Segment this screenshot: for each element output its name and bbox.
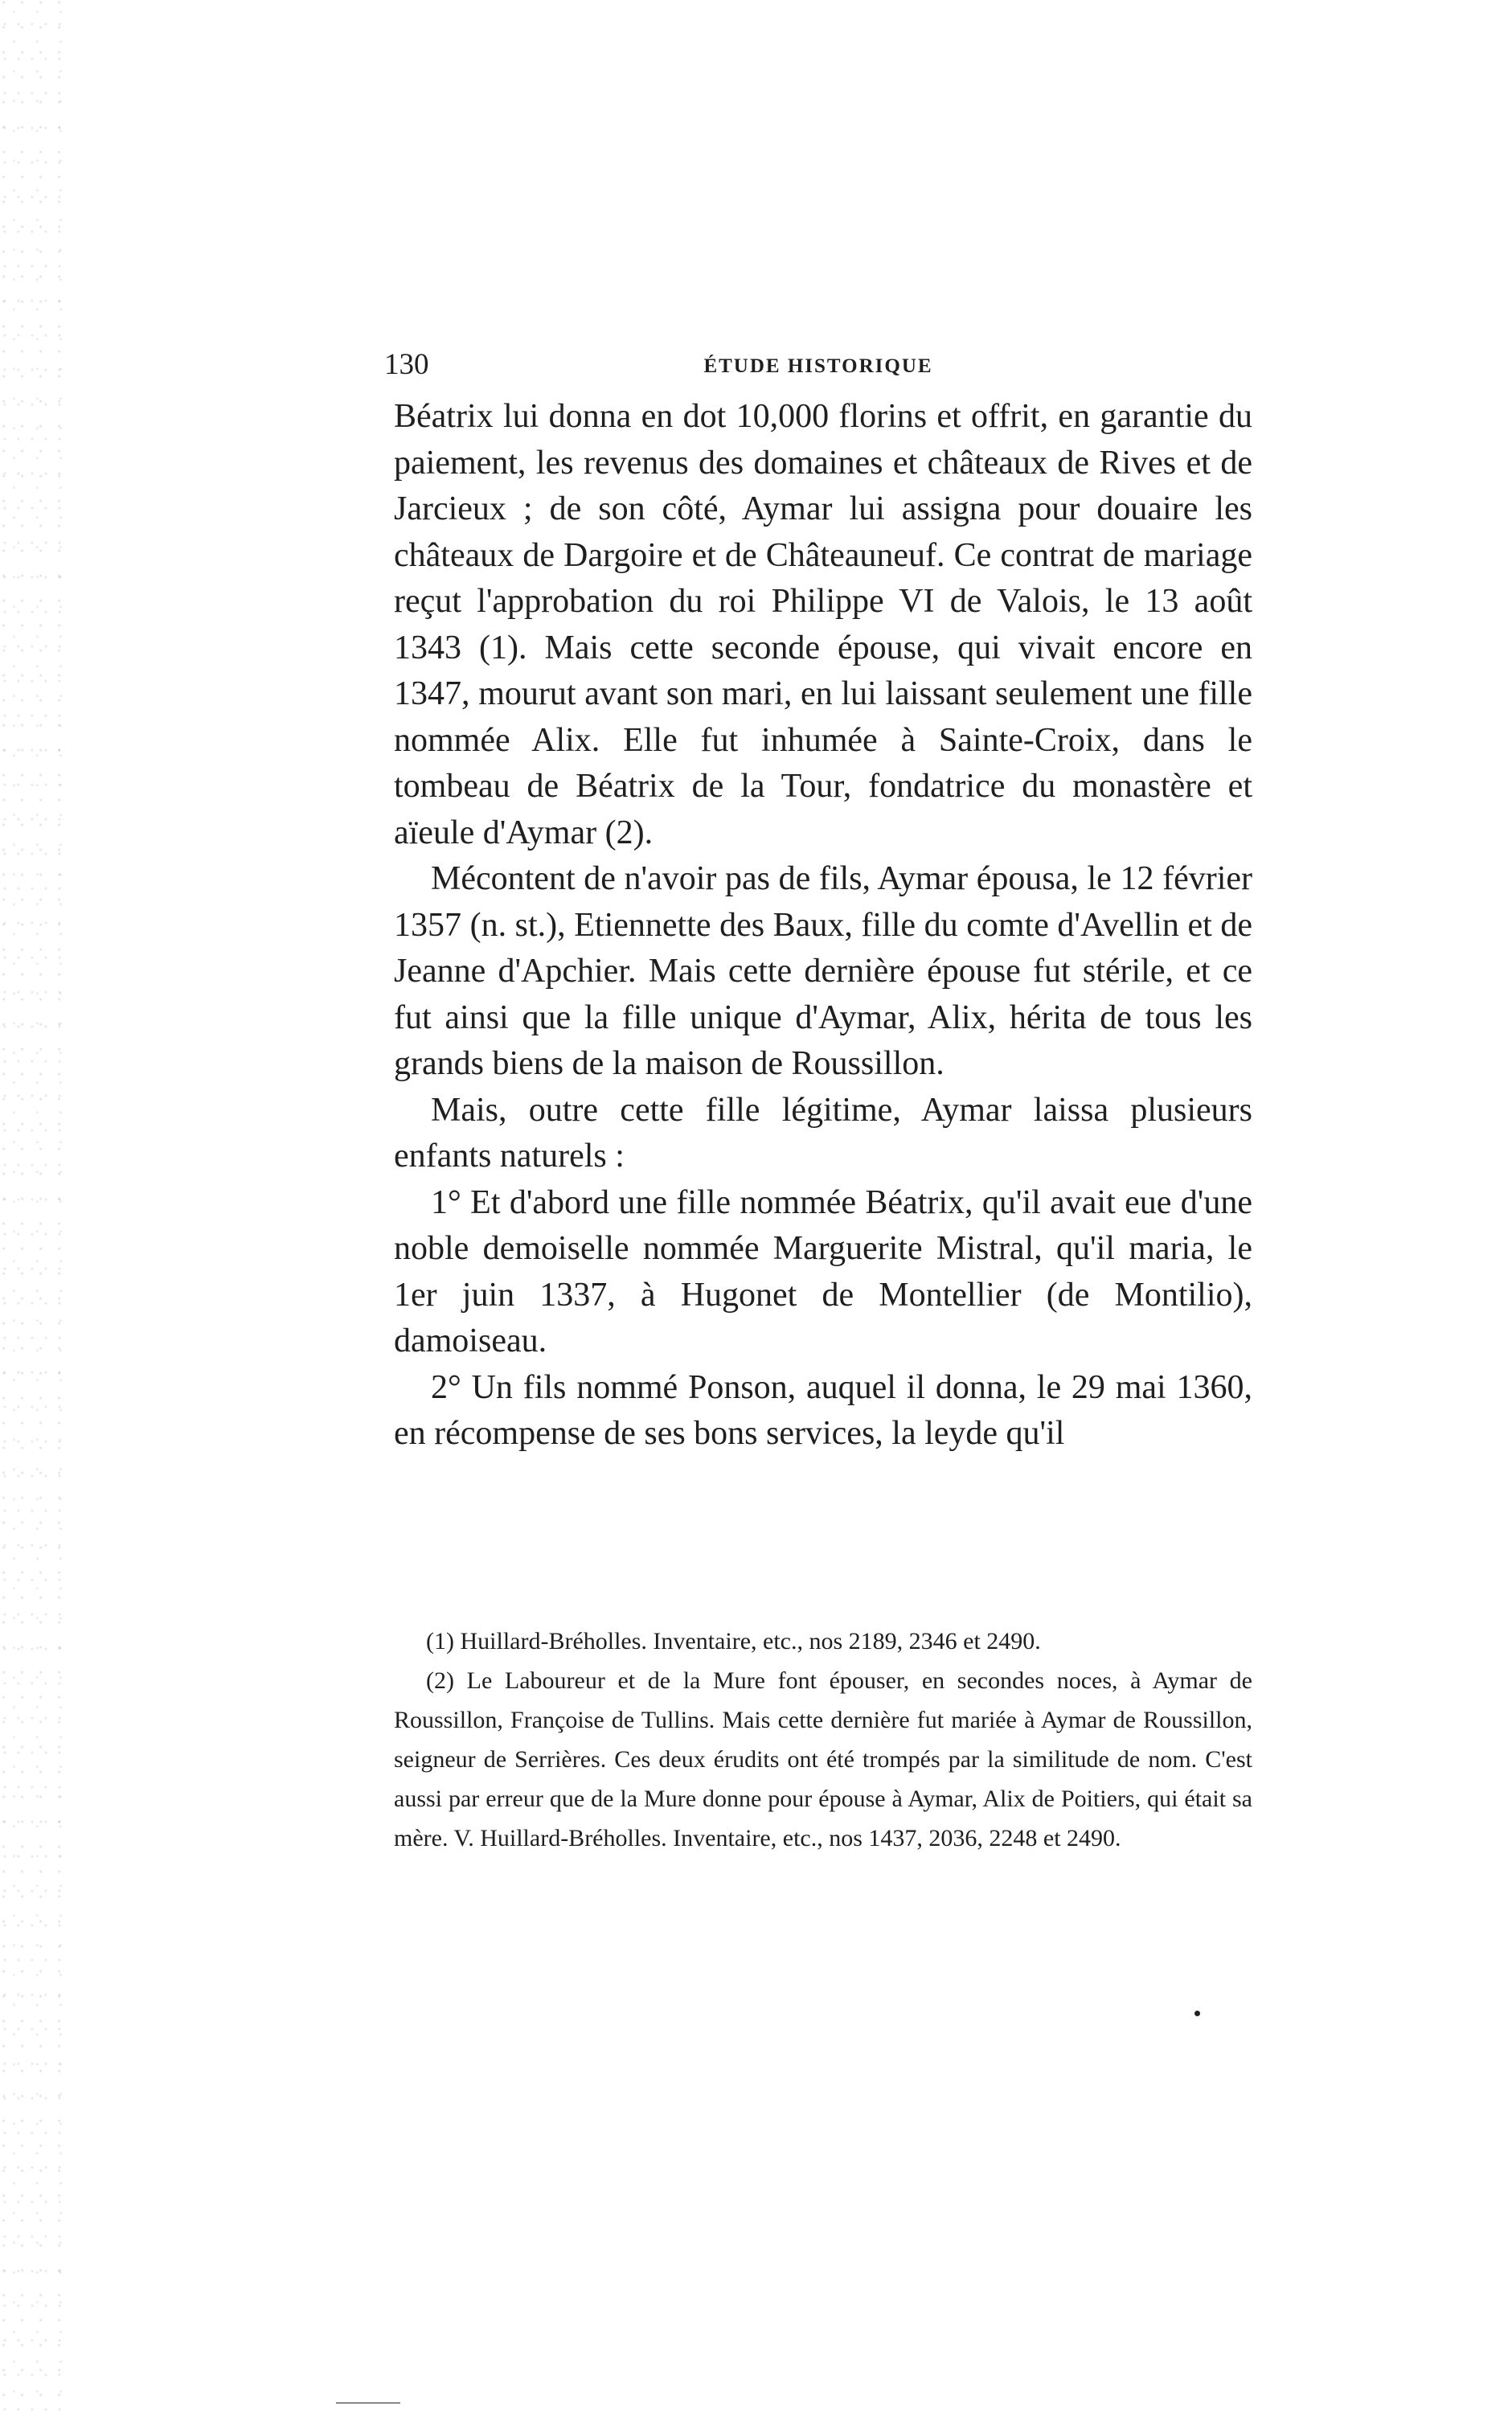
ink-dot <box>1194 2011 1200 2016</box>
paragraph: Béatrix lui donna en dot 10,000 florins et offrit, en garantie du paiement, les revenus des domaines et châteaux de Rives et de Jarcieux ; de son côté, Aymar lui assigna pour douaire les châteaux de Dargoire et de Châteauneuf. Ce contrat de mariage reçut l'approbation du roi Philippe VI de Valois, le 13 août 1343 (1). Mais cette seconde épouse, qui vivait encore en 1347, mourut avant son mari, en lui laissant seulement une fille nommée Alix. Elle fut inhumée à Sainte-Croix, dans le tombeau de Béatrix de la Tour, fondatrice du monastère et aïeule d'Aymar (2). <box>394 398 1252 851</box>
paragraph: Mécontent de n'avoir pas de fils, Aymar épousa, le 12 février 1357 (n. st.), Etiennette des Baux, fille du comte d'Avellin et de Jeanne d'Apchier. Mais cette dernière épouse fut stérile, et ce fut ainsi que la fille unique d'Aymar, Alix, hérita de tous les grands biens de la maison de Roussillon. <box>394 860 1252 1082</box>
paragraph: 1° Et d'abord une fille nommée Béatrix, qu'il avait eue d'une noble demoiselle nommée Marguerite Mistral, qu'il maria, le 1er juin 1337, à Hugonet de Montellier (de Montilio), damoiseau. <box>394 1183 1252 1359</box>
main-text <box>394 394 1252 1458</box>
running-title: ÉTUDE HISTORIQUE <box>703 355 933 377</box>
page-number: 130 <box>384 348 429 381</box>
bottom-rule <box>336 2402 400 2404</box>
paragraph: Mais, outre cette fille légitime, Aymar laissa plusieurs enfants naturels : <box>394 1091 1252 1175</box>
page-header <box>384 347 1252 383</box>
footnotes <box>394 1622 1252 1858</box>
paragraph: 2° Un fils nommé Ponson, auquel il donna, le 29 mai 1360, en récompense de ses bons services, la leyde qu'il <box>394 1368 1252 1452</box>
footnote-1: (1) Huillard-Bréholles. Inventaire, etc., nos 2189, 2346 et 2490. <box>426 1628 1041 1654</box>
scan-margin-speckle <box>0 0 72 2415</box>
footnote-2: (2) Le Laboureur et de la Mure font épouser, en secondes noces, à Aymar de Roussillon, Françoise de Tullins. Mais cette dernière fut mariée à Aymar de Roussillon, seigneur de Serrières. Ces deux érudits ont été trompés par la similitude de nom. C'est aussi par erreur que de la Mure donne pour épouse à Aymar, Alix de Poitiers, qui était sa mère. V. Huillard-Bréholles. Inventaire, etc., nos 1437, 2036, 2248 et 2490. <box>394 1667 1252 1851</box>
